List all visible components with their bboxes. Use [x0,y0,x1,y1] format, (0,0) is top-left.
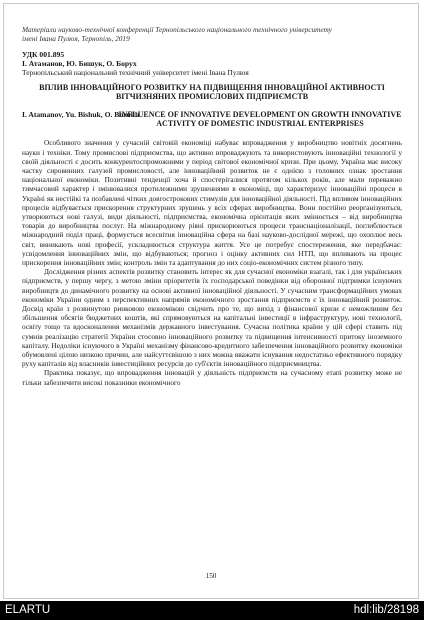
page-content [22,26,402,387]
document-page [3,3,419,599]
udc-code: УДК 001.895 [22,50,65,60]
title-en: INFLUENCE OF INNOVATIVE DEVELOPMENT ON GROWTH INNOVATIVE ACTIVITY OF DOMESTIC INDUSTRIAL ENTERPRISES [118,109,402,129]
body-paragraph-3: Практика показує, що впровадження інновацій у діяльність підприємств на сучасному етапі розвитку може не тільки забезпечити високі показники економічного [22,368,402,387]
conference-header-line-1: Матеріали науково-технічної конференції Тернопільського національного технічного університету [22,25,332,34]
title-uk: ВПЛИВ ІННОВАЦІЙНОГО РОЗВИТКУ НА ПІДВИЩЕННЯ ІННОВАЦІЙНОЇ АКТИВНОСТІ ВІТЧИЗНЯНИХ ПРОМИСЛОВИХ ПІДПРИЄМСТВ [39,83,385,102]
authors-uk: І. Атаманов, Ю. Бишук, О. Борух [22,59,137,69]
repository-footer [0,601,424,620]
handle-link[interactable]: hdl:lib/28198 [353,604,419,616]
affiliation: Тернопільський національний технічний університет імені Івана Пулюя [22,68,249,78]
page-number: 150 [205,572,217,580]
body-paragraph-1: Особливого значення у сучасній світовій економіці набуває впровадження у виробництво новітніх досягнень науки і техніки. Тому промислові підприємства, що активно впроваджують та використовують інноваційні технології у своїй діяльності є досить конкурентоспроможними у період світової економічної кризи. При цьому, Україна має високу частку сировинних галузей промисловості, але інноваційний розвиток не є однією з головних ознак зростання національної економіки. Позитивні тенденції хоча й спостерігалися протягом кількох років, але мали переважно тимчасовий характер і змінювалися протилежними зрушеннями в економіці, що характеризує інноваційні процеси в Україні як нестійкі та позбавлені чітких довгострокових стимулів для інноваційної діяльності. Під впливом інноваційних процесів відбувається прискорення структурних зрушень у всіх сферах виробництва. Вони постійно реорганізуються, утворюються нові галузі, види діяльності, підприємства, економічна орієнтація яких змінюється – від виробництва товарів до виробництва послуг. На міжнародному рівні прискорюються процеси транснаціоналізації, поглиблюється міжнародний поділ праці, формується всесвітня інноваційна сфера на базі науково-дослідної мережі, що охоплює весь світ, виникають нові професії, ускладнюється структура життя. Усе це потребує спостереження, яке передбачає: усвідомлення інноваційних змін, що відбуваються; прогноз і оцінку активних сил НТП, що впливають на процес прискорення інноваційних змін; контроль змін та адаптування до них соціо-економічних систем різного типу. [22,138,402,268]
repository-name: ELARTU [5,604,51,616]
conference-header-line-2: імені Івана Пулюя, Тернопіль, 2019 [22,33,130,43]
authors-en: I. Atamanov, Yu. Bishuk, O. Borukh [22,109,140,119]
body-paragraph-2: Дослідження різних аспектів розвитку становить інтерес як для сучасної економіки взагалі, так і для українських підприємств, у першу чергу, з метою зміни пріоритетів їх господарської поведінки від оборонної підтримки існуючих виробництв до динамічного розвитку на основі активної інноваційної діяльності. У сучасним трансформаційних умовах економіки України одним з перспективних напрямів економічного зростання підприємств є їх інноваційний розвиток. Досвід країн з розвинутою ринковою економікою свідчить про те, що вихід з фінансової кризи є неможливим без збільшення обсягів бюджетних коштів, які спрямовуються на капітальні інвестиції в інфраструктуру, нові технології, освіту тощо та вдосконалення механізмів державного інвестування. Сучасна політика країни у цій сфері ставить під сумнів реалізацію стратегії України стосовно інноваційного розвитку та підвищення інтенсивності притоку іноземного капіталу. Недоліки існуючого в Україні механізму фінансово-кредитного забезпечення інноваційного розвитку економіки обумовлені цілою низкою причин, але найсуттєвішою з них можна вважати існування недостатньо ефективного порядку руху капіталів від власників інвестиційних ресурсів до суб'єктів інноваційного підприємництва. [22,267,402,369]
conference-header [22,26,402,43]
